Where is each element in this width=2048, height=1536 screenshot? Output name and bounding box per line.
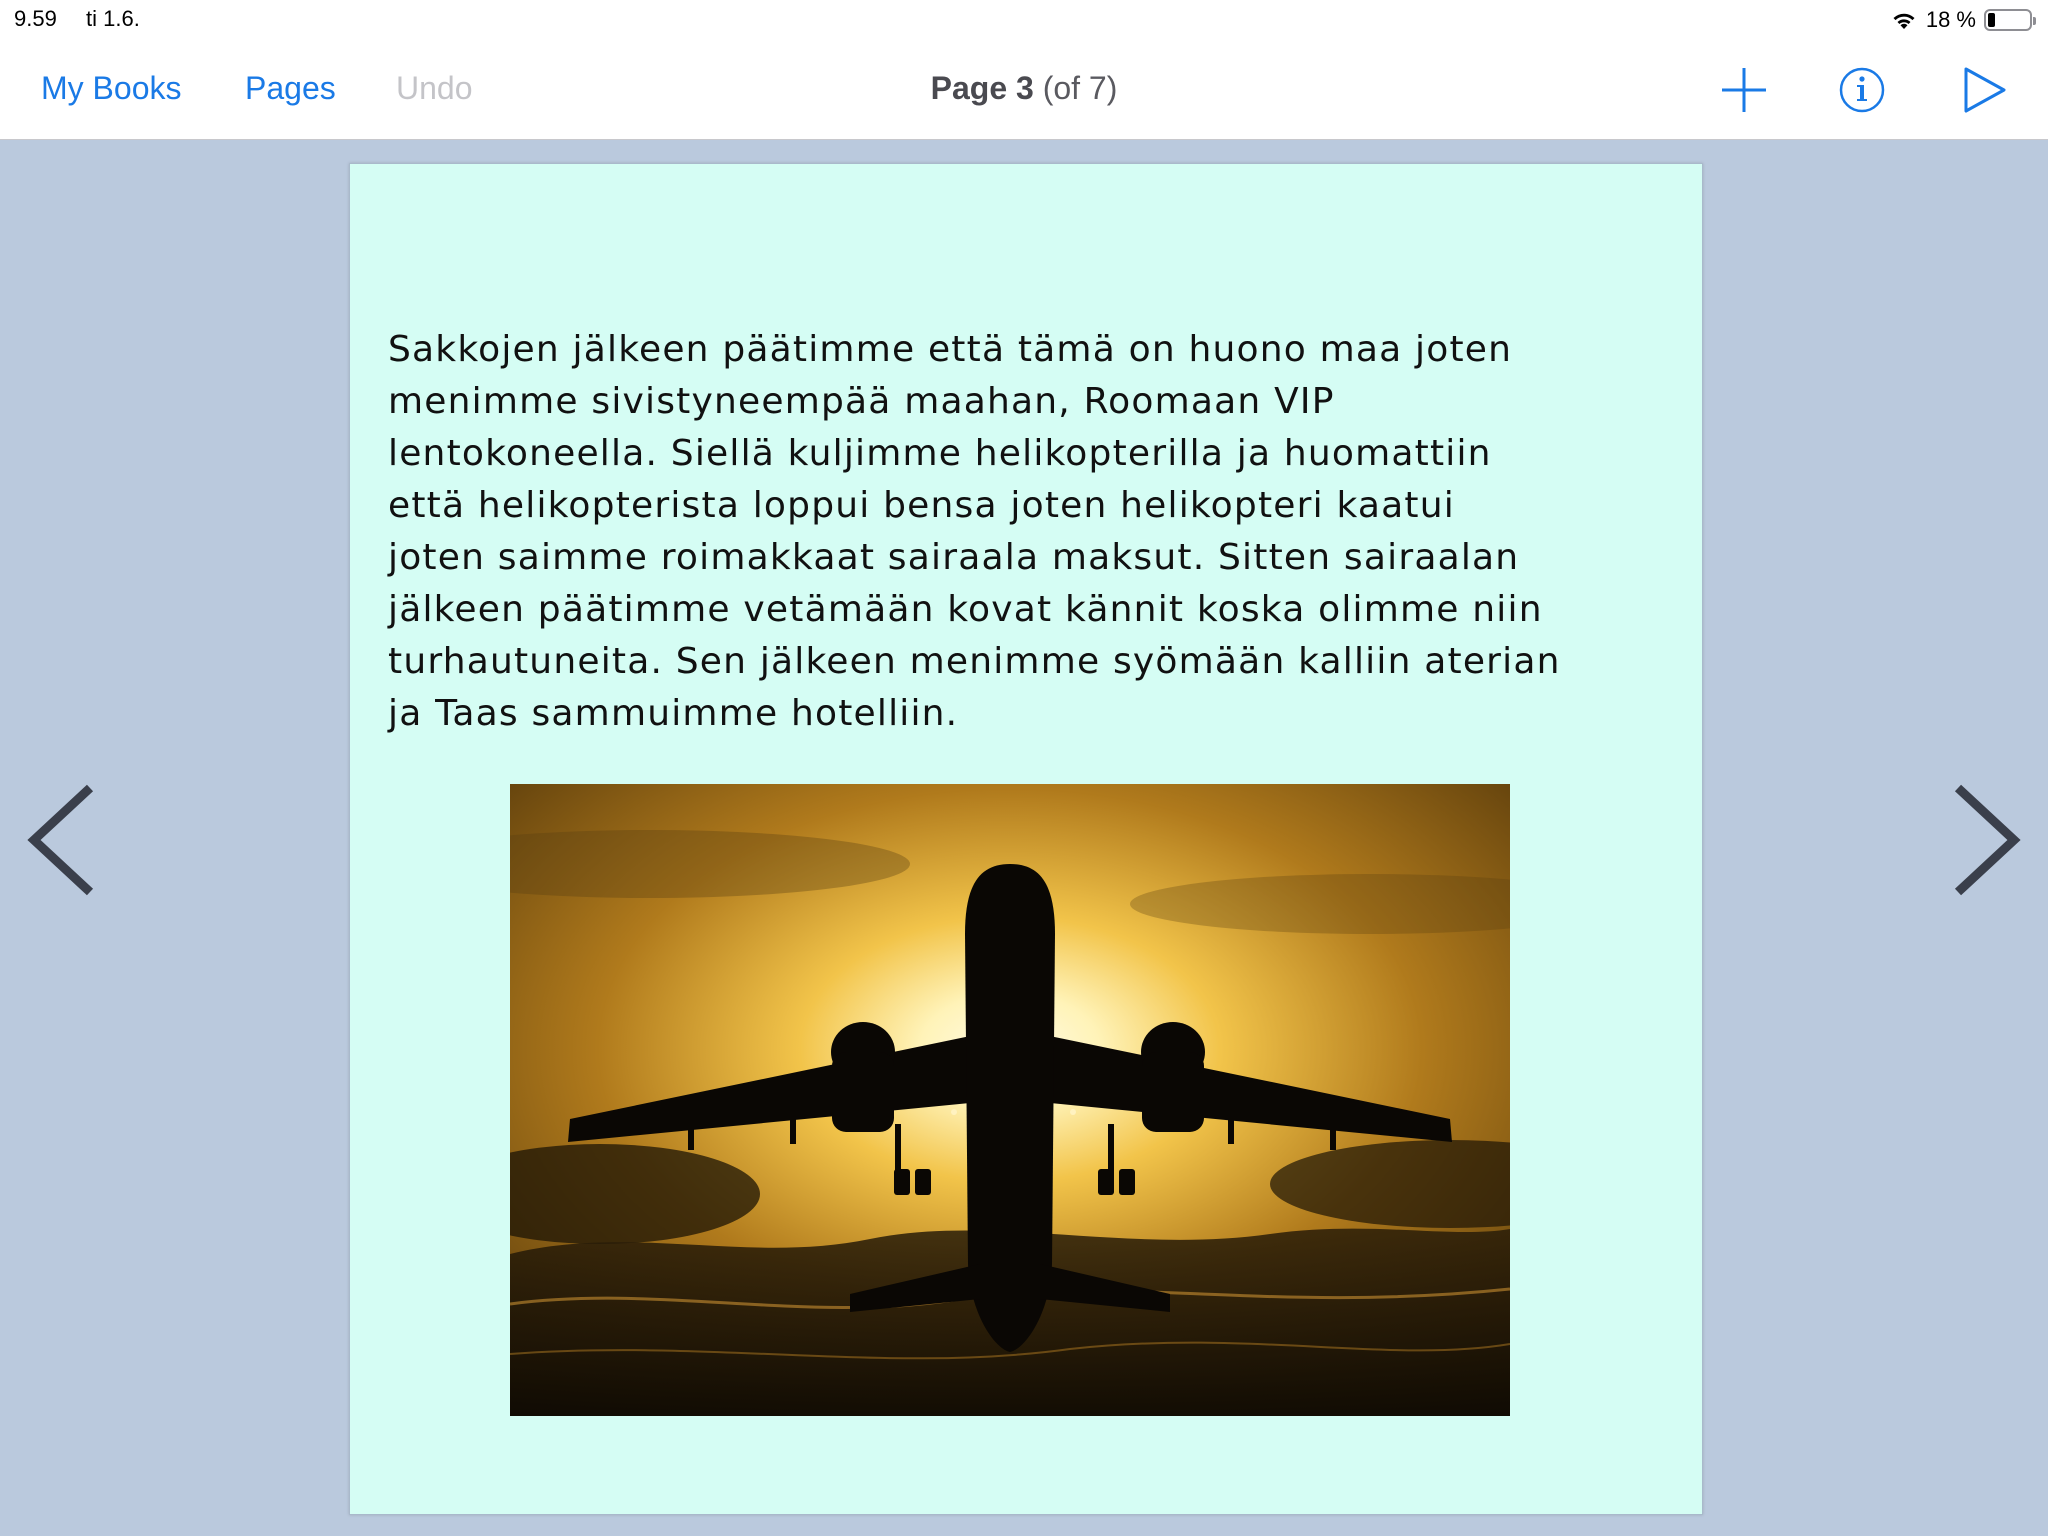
nav-bar [0, 42, 2048, 140]
wifi-icon [1890, 9, 1918, 31]
chevron-left-icon[interactable] [22, 780, 102, 900]
battery-icon [1984, 9, 2032, 31]
info-icon[interactable] [1836, 64, 1888, 116]
status-right [1890, 6, 2032, 34]
battery-level [1988, 13, 1995, 27]
page-count: (of 7) [1042, 70, 1118, 106]
chevron-right-icon[interactable] [1946, 780, 2026, 900]
pages-button[interactable]: Pages [245, 70, 336, 106]
play-icon[interactable] [1958, 64, 2010, 116]
plus-icon[interactable] [1718, 64, 1770, 116]
my-books-button[interactable]: My Books [41, 70, 182, 106]
undo-button[interactable]: Undo [396, 70, 473, 106]
page-text[interactable]: Sakkojen jälkeen päätimme että tämä on huono maa joten menimme sivistyneempää maahan, Roomaan VIP lentokoneella. Siellä kuljimme helikopterilla ja huomattiin että helikopterista loppui bensa joten helikopteri kaatui joten saimme roimakkaat sairaala maksut. Sitten sairaalan jälkeen päätimme vetämään kovat kännit koska olimme niin turhautuneita. Sen jälkeen menimme syömään kalliin aterian ja Taas sammuimme hotelliin. [388, 329, 1561, 734]
book-page[interactable] [349, 163, 1703, 1515]
status-time: 9.59 [14, 6, 57, 31]
book-workspace [0, 140, 2048, 1536]
status-date: ti 1.6. [86, 6, 140, 31]
battery-percent: 18 % [1925, 7, 1976, 32]
airplane-sunset-image[interactable] [510, 784, 1510, 1416]
page-number: Page 3 [930, 70, 1034, 106]
status-bar [0, 0, 2048, 42]
